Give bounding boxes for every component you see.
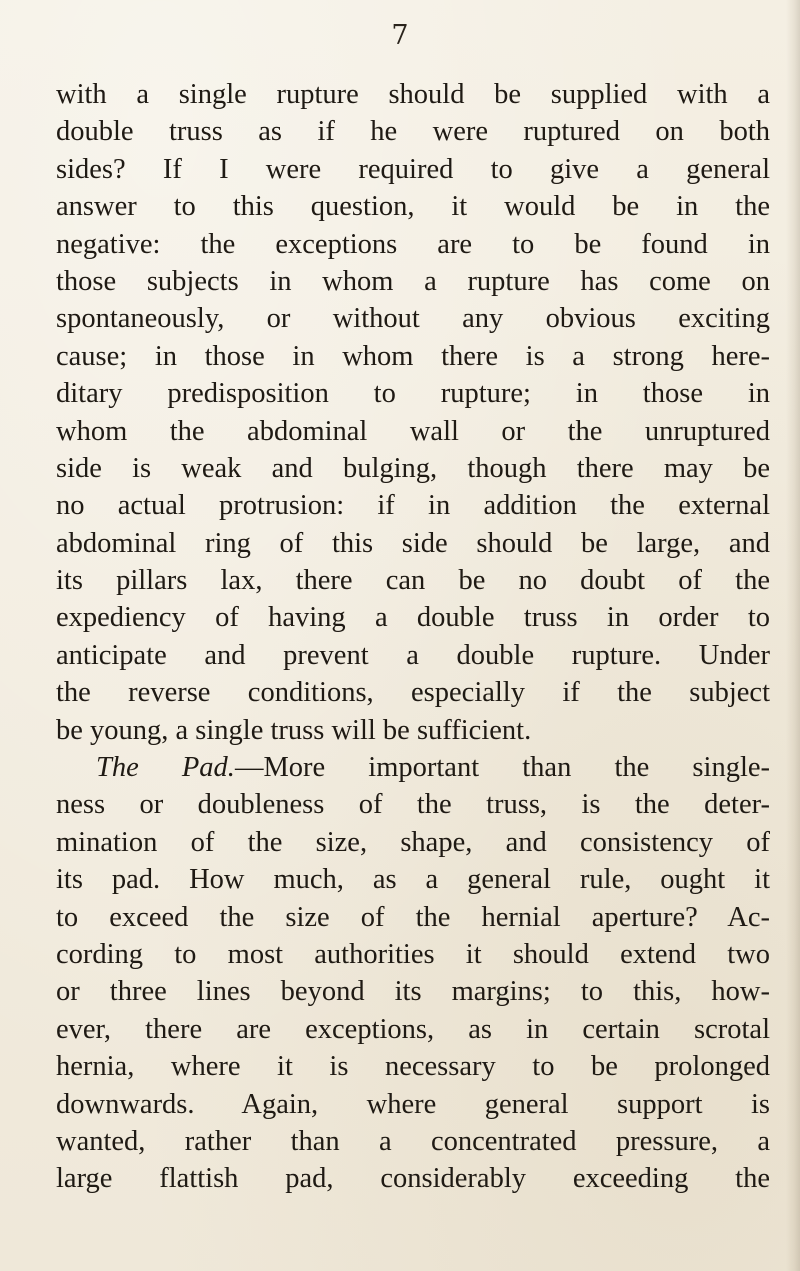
text-line: cause; in those in whom there is a strong here-	[56, 340, 770, 372]
text-line: ditary predisposition to rupture; in those in	[56, 378, 770, 410]
text-line: its pillars lax, there can be no doubt of the	[56, 565, 770, 597]
text-line: be young, a single truss will be sufficient.	[56, 714, 532, 746]
section-heading: The Pad.	[96, 752, 235, 784]
text-line: its pad. How much, as a general rule, ought it	[56, 864, 770, 896]
section-first-line	[56, 749, 770, 786]
section-first-line-text: —More important than the single-	[234, 752, 770, 784]
text-line: with a single rupture should be supplied with a	[56, 79, 770, 110]
text-line: answer to this question, it would be in the	[56, 191, 770, 223]
text-line: mination of the size, shape, and consistency of	[56, 826, 770, 858]
text-line: double truss as if he were ruptured on both	[56, 116, 770, 148]
page-edge-shadow	[786, 0, 800, 1271]
text-line: no actual protrusion: if in addition the external	[56, 490, 770, 522]
text-line: the reverse conditions, especially if the subject	[56, 677, 770, 709]
text-line: downwards. Again, where general support is	[56, 1088, 770, 1120]
text-line: wanted, rather than a concentrated pressure, a	[56, 1125, 770, 1157]
text-line: or three lines beyond its margins; to this, how-	[56, 976, 770, 1008]
text-line: spontaneously, or without any obvious exciting	[56, 303, 770, 335]
text-line: side is weak and bulging, though there may be	[56, 452, 770, 484]
text-line: abdominal ring of this side should be large, and	[56, 527, 770, 559]
page-number: 7	[391, 20, 409, 51]
text-line: ever, there are exceptions, as in certain scrotal	[56, 1013, 770, 1045]
text-line: anticipate and prevent a double rupture. Under	[56, 639, 770, 671]
text-line: to exceed the size of the hernial aperture? Ac-	[56, 901, 770, 933]
text-line: those subjects in whom a rupture has come on	[56, 265, 770, 297]
text-line: large flattish pad, considerably exceeding the	[56, 1163, 770, 1195]
text-line: ness or doubleness of the truss, is the deter-	[56, 789, 770, 821]
text-line: negative: the exceptions are to be found in	[56, 228, 770, 260]
text-line: hernia, where it is necessary to be prolonged	[56, 1051, 770, 1083]
text-line: sides? If I were required to give a general	[56, 153, 770, 185]
text-line: expediency of having a double truss in order to	[56, 602, 770, 634]
text-line: cording to most authorities it should extend two	[56, 938, 770, 970]
text-line: whom the abdominal wall or the unruptured	[56, 415, 770, 447]
body-text	[56, 76, 770, 1198]
